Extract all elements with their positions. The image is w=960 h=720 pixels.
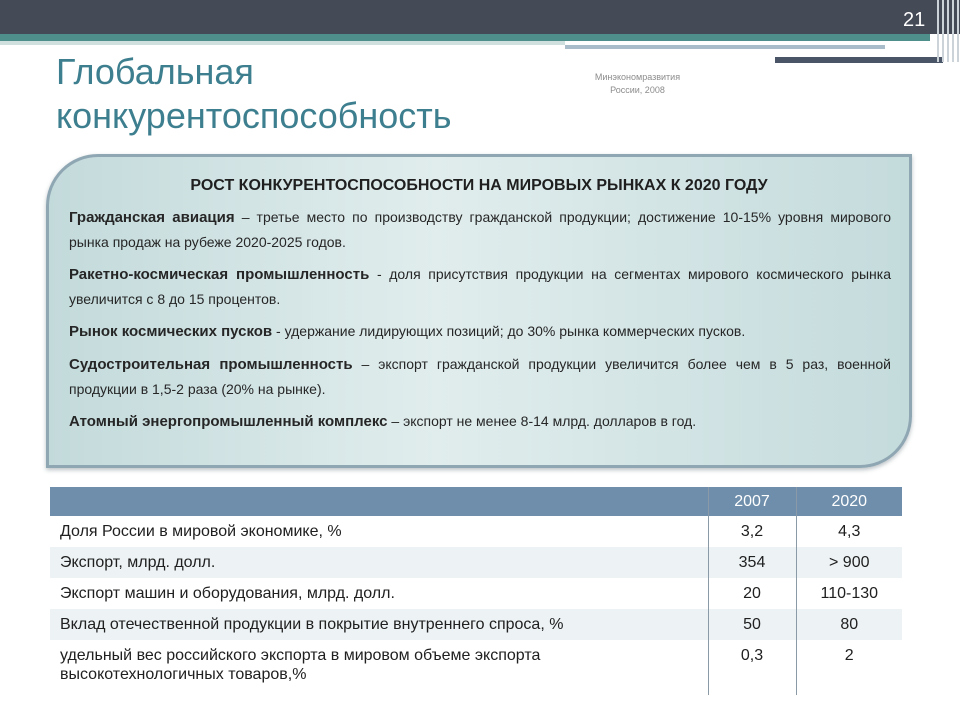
source-note	[575, 71, 700, 97]
forecast-item	[69, 262, 891, 311]
item-title: Рынок космических пусков	[69, 323, 273, 340]
slide-title	[56, 50, 576, 138]
item-title: Гражданская авиация	[69, 209, 235, 226]
forecast-item	[69, 205, 891, 254]
value-2020-cell: > 900	[796, 547, 902, 578]
title-line-1: Глобальная	[56, 51, 254, 92]
accent-line	[565, 45, 885, 49]
value-2007-cell: 3,2	[708, 516, 796, 547]
item-title: Ракетно-космическая промышленность	[69, 266, 370, 283]
table-row	[50, 516, 902, 547]
item-text: – экспорт гражданской продукции увеличится более чем в 5 раз, военной продукции в 1,5-2 раза (20% на рынке).	[69, 356, 891, 397]
indicator-cell: Экспорт, млрд. долл.	[50, 547, 708, 578]
indicator-cell: Вклад отечественной продукции в покрытие внутреннего спроса, %	[50, 609, 708, 640]
header-cell-2020: 2020	[796, 487, 902, 516]
item-text: – третье место по производству гражданской продукции; достижение 10-15% уровня мирового рынка продаж на рубеже 2020-2025 годов.	[69, 209, 891, 250]
forecast-item	[69, 319, 891, 344]
source-line-1: Минэкономразвития	[594, 72, 681, 82]
accent-line	[0, 34, 930, 41]
item-text: - доля присутствия продукции на сегментах мирового космического рынка увеличится с 8 до 15 процентов.	[69, 266, 891, 307]
decorative-bars	[935, 0, 960, 62]
indicators-table	[50, 487, 902, 695]
forecast-list	[69, 205, 891, 442]
table-header-row	[50, 487, 902, 516]
value-2020-cell: 80	[796, 609, 902, 640]
source-line-2: России, 2008	[610, 85, 665, 95]
value-2020-cell: 110-130	[796, 578, 902, 609]
value-2007-cell: 20	[708, 578, 796, 609]
title-line-2: конкурентоспособность	[56, 95, 452, 136]
value-2020-cell: 4,3	[796, 516, 902, 547]
header-cell	[50, 487, 708, 516]
forecast-item	[69, 352, 891, 401]
value-2007-cell: 354	[708, 547, 796, 578]
forecast-panel	[46, 154, 912, 468]
table-row	[50, 640, 902, 695]
panel-heading: РОСТ КОНКУРЕНТОСПОСОБНОСТИ НА МИРОВЫХ РЫНКАХ К 2020 ГОДУ	[190, 177, 768, 194]
indicator-cell: удельный вес российского экспорта в мировом объеме экспорта высокотехнологичных товаров,%	[50, 640, 708, 695]
value-2007-cell: 50	[708, 609, 796, 640]
forecast-item	[69, 409, 891, 434]
value-2020-cell: 2	[796, 640, 902, 695]
header-band	[0, 0, 960, 34]
table-row	[50, 609, 902, 640]
item-text: - удержание лидирующих позиций; до 30% рынка коммерческих пусков.	[272, 323, 746, 339]
indicator-cell: Экспорт машин и оборудования, млрд. долл.	[50, 578, 708, 609]
accent-line	[775, 57, 943, 63]
item-title: Судостроительная промышленность	[69, 356, 353, 373]
table-row	[50, 547, 902, 578]
header-cell-2007: 2007	[708, 487, 796, 516]
slide-number: 21	[903, 9, 926, 31]
indicator-cell: Доля России в мировой экономике, %	[50, 516, 708, 547]
item-title: Атомный энергопромышленный комплекс	[69, 413, 388, 430]
item-text: – экспорт не менее 8-14 млрд. долларов в год.	[387, 413, 697, 429]
table-row	[50, 578, 902, 609]
value-2007-cell: 0,3	[708, 640, 796, 695]
accent-line	[0, 41, 565, 45]
